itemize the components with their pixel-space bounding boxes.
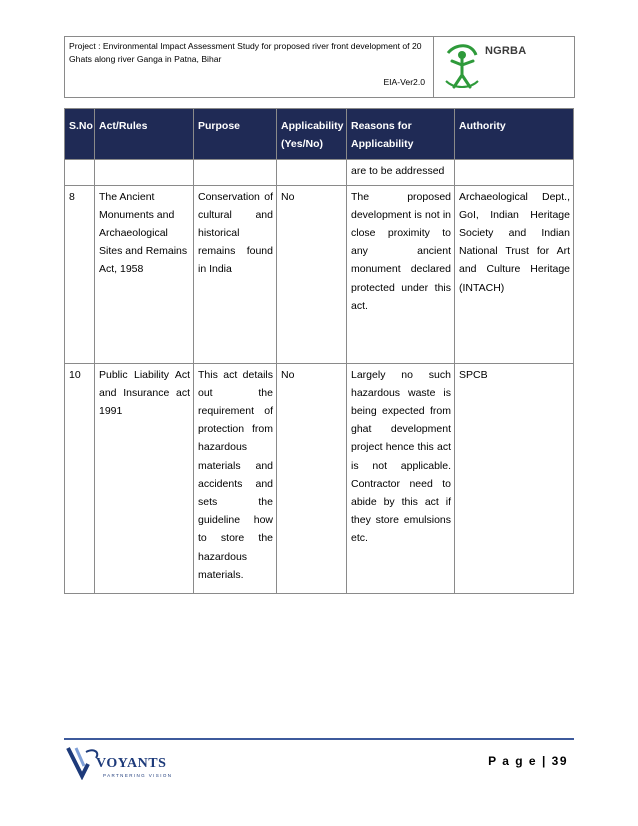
- column-header-sno: S.No: [65, 109, 95, 160]
- row-act: The Ancient Monuments and Archaeological Sites and Remains Act, 1958: [95, 185, 194, 363]
- column-header-act: Act/Rules: [95, 109, 194, 160]
- column-header-applicability: Applicability (Yes/No): [277, 109, 347, 160]
- project-title: Project : Environmental Impact Assessment Study for proposed river front development of 20 Ghats along river Ganga in Patna, Bihar: [69, 41, 422, 64]
- page-separator: |: [541, 754, 547, 768]
- column-header-authority: Authority: [455, 109, 574, 160]
- table-cell: [277, 160, 347, 185]
- table-cell: [95, 160, 194, 185]
- row-authority: SPCB: [455, 363, 574, 593]
- company-name: VOYANTS: [96, 756, 167, 771]
- row-reasons: Largely no such hazardous waste is being expected from ghat development project hence this act is not applicable. Contractor need to abide by this act if they store emulsions etc.: [347, 363, 455, 593]
- table-row: [65, 363, 574, 593]
- voyants-logo-icon: [66, 744, 100, 780]
- table-cell: [455, 160, 574, 185]
- table-header-row: [65, 109, 574, 160]
- header-text-box: [65, 37, 434, 97]
- continuation-cell: are to be addressed: [347, 160, 455, 185]
- page-number-value: 39: [551, 754, 568, 768]
- table-cell: [194, 160, 277, 185]
- row-authority: Archaeological Dept., GoI, Indian Heritage Society and Indian National Trust for Art and Culture Heritage (INTACH): [455, 185, 574, 363]
- company-tagline: PARTNERING VISION: [103, 773, 173, 778]
- page-number: [488, 754, 568, 768]
- page-header: [64, 36, 575, 98]
- row-reasons: The proposed development is not in close proximity to any ancient monument declared protected under this act.: [347, 185, 455, 363]
- page-label: P a g e: [488, 754, 538, 768]
- row-act: Public Liability Act and Insurance act 1991: [95, 363, 194, 593]
- header-logo-box: [434, 37, 574, 97]
- row-applicability: No: [277, 185, 347, 363]
- row-applicability: No: [277, 363, 347, 593]
- column-header-purpose: Purpose: [194, 109, 277, 160]
- ngrba-logo-text: NGRBA: [485, 45, 527, 57]
- ngrba-logo-icon: [442, 41, 482, 91]
- row-sno: 10: [65, 363, 95, 593]
- row-purpose: This act details out the requirement of protection from hazardous materials and accidents and sets the guideline how to store the hazardous materials.: [194, 363, 277, 593]
- document-version: EIA-Ver2.0: [383, 77, 425, 87]
- row-purpose: Conservation of cultural and historical remains found in India: [194, 185, 277, 363]
- acts-rules-table: [64, 108, 574, 594]
- row-sno: 8: [65, 185, 95, 363]
- table-row: [65, 185, 574, 363]
- table-cell: [65, 160, 95, 185]
- footer-rule: [64, 738, 574, 740]
- table-row: [65, 160, 574, 185]
- column-header-reasons: Reasons for Applicability: [347, 109, 455, 160]
